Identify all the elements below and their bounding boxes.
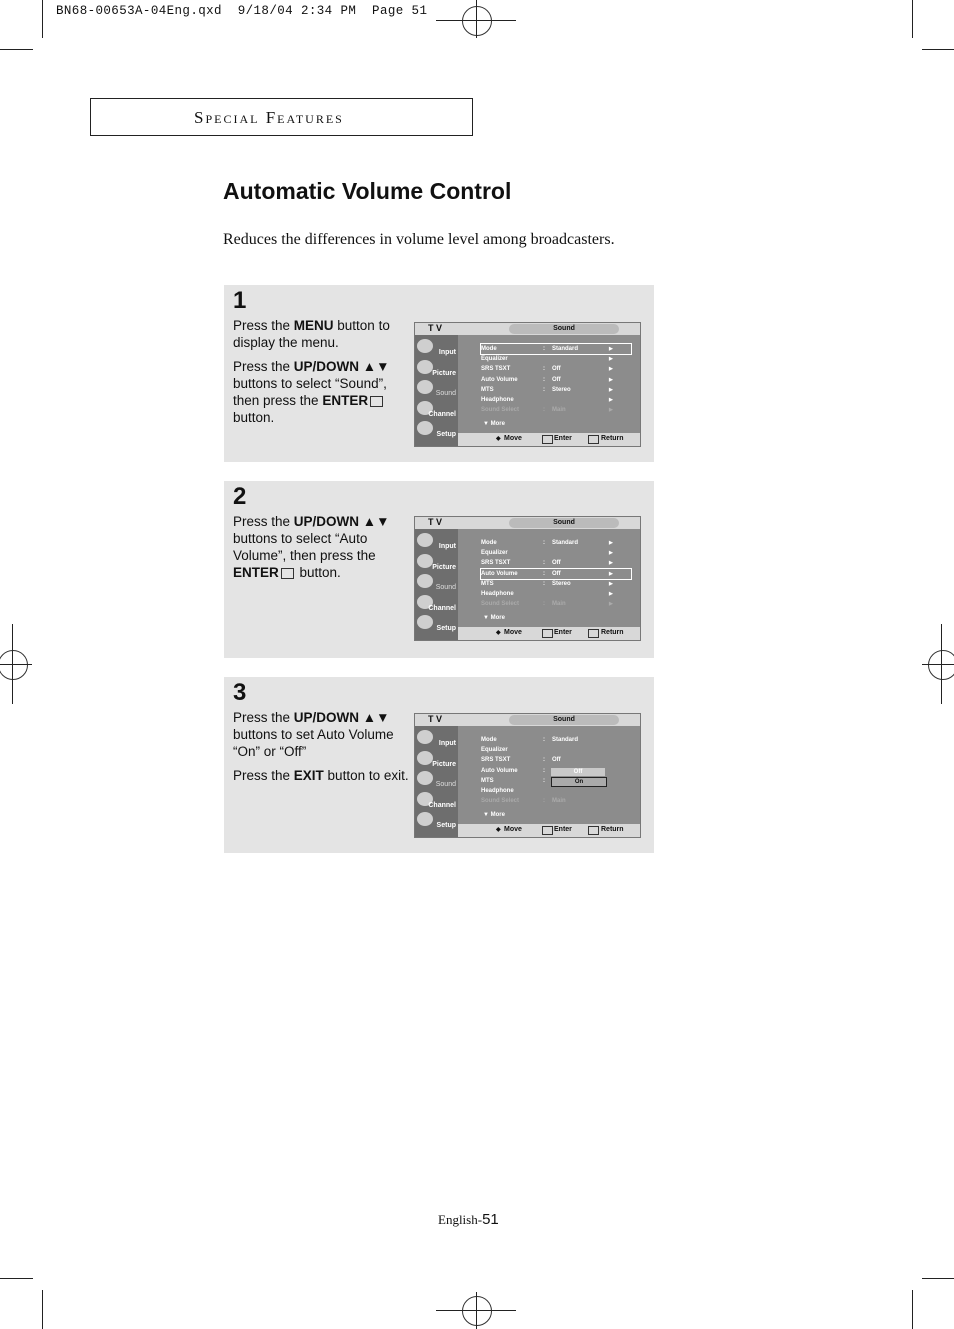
- osd-bottom-bar: [458, 627, 640, 640]
- osd-side-label: Picture: [432, 369, 456, 377]
- osd-category-icon: [417, 380, 433, 394]
- osd-side-item: [415, 749, 458, 769]
- osd-enter-label: Enter: [554, 629, 572, 636]
- osd-menu-row: SRS TSXT : Off: [481, 757, 561, 764]
- osd-menu-row: Equalizer: [481, 747, 508, 754]
- osd-tv-label: T V: [428, 323, 443, 333]
- osd-side-label: Channel: [428, 604, 456, 612]
- osd-category-icon: [417, 554, 433, 568]
- osd-category-icon: [417, 339, 433, 353]
- step-number: 1: [233, 287, 247, 314]
- osd-category-icon: [417, 615, 433, 629]
- osd-menu-row: SRS TSXT : Off ▶: [481, 560, 613, 567]
- crop-mark: [0, 1278, 33, 1279]
- osd-category-icon: [417, 812, 433, 826]
- step-number: 3: [233, 679, 247, 706]
- crop-mark: [476, 0, 477, 38]
- section-title: Special Features: [194, 108, 344, 127]
- section-header: [90, 98, 473, 136]
- updown-icon: ◆: [496, 827, 501, 833]
- osd-menu-row: Mode : Standard: [481, 737, 579, 743]
- osd-side-label: Channel: [428, 410, 456, 418]
- osd-side-item: [415, 572, 458, 592]
- arrow-right-icon: ▶: [609, 366, 613, 373]
- osd-return-label: Return: [601, 629, 624, 636]
- osd-tab-sound: Sound: [509, 518, 619, 528]
- osd-side-label: Input: [438, 740, 456, 747]
- arrow-right-icon: ▶: [609, 590, 613, 597]
- osd-tab-sound: Sound: [509, 324, 619, 334]
- osd-top-bar: [415, 517, 640, 529]
- osd-side-item: [415, 337, 458, 357]
- arrow-right-icon: ▶: [609, 396, 613, 403]
- intro-text: Reduces the differences in volume level among broadcasters.: [223, 231, 615, 248]
- osd-enter-label: Enter: [554, 826, 572, 833]
- arrow-right-icon: ▶: [609, 386, 613, 393]
- tv-menu-screenshot: [414, 713, 641, 838]
- enter-icon: [542, 826, 553, 835]
- osd-side-label: Channel: [428, 801, 456, 809]
- step-2-panel: [224, 481, 654, 658]
- footer-language: English-: [438, 1212, 483, 1227]
- osd-side-label: Input: [438, 349, 456, 356]
- osd-side-label: Picture: [432, 563, 456, 571]
- step-instructions: Press the UP/DOWN ▲▼ buttons to set Auto Volume “On” or “Off” Press the EXIT button to exit.: [233, 710, 409, 783]
- page-footer: [438, 1211, 499, 1228]
- step-3-panel: [224, 677, 654, 853]
- crop-mark: [912, 1290, 913, 1329]
- osd-move-label: Move: [504, 435, 522, 442]
- tv-menu-screenshot: [414, 516, 641, 641]
- step-instructions: Press the MENU button to display the menu. Press the UP/DOWN ▲▼ buttons to select “Sound”, then press the ENTER button.: [233, 318, 390, 425]
- arrow-right-icon: ▶: [609, 580, 613, 587]
- osd-menu-row: Mode : Standard ▶: [481, 540, 613, 546]
- osd-return-label: Return: [601, 826, 624, 833]
- osd-more: ▼ More: [483, 615, 505, 621]
- osd-tab-sound: Sound: [509, 715, 619, 725]
- osd-bottom-bar: [458, 824, 640, 837]
- registration-mark: [462, 6, 492, 36]
- return-icon: [588, 435, 599, 444]
- arrow-right-icon: ▶: [609, 540, 613, 546]
- crop-mark: [42, 0, 43, 38]
- osd-category-icon: [417, 574, 433, 588]
- osd-move-label: Move: [504, 629, 522, 636]
- arrow-right-icon: ▶: [609, 356, 613, 363]
- osd-side-label: Picture: [432, 760, 456, 768]
- osd-enter-label: Enter: [554, 435, 572, 442]
- return-icon: [588, 629, 599, 638]
- osd-more: ▼ More: [483, 812, 505, 818]
- osd-side-label: Input: [438, 543, 456, 550]
- osd-sidebar: [415, 529, 458, 640]
- osd-sidebar: [415, 726, 458, 837]
- osd-menu-row: Headphone ▶: [481, 590, 613, 597]
- step-1-panel: [224, 285, 654, 462]
- osd-side-item: [415, 552, 458, 572]
- enter-icon: [542, 629, 553, 638]
- osd-menu-row: Sound Select : Main ▶: [481, 601, 613, 608]
- arrow-right-icon: ▶: [609, 376, 613, 383]
- arrow-right-icon: ▶: [609, 601, 613, 608]
- osd-menu-row: Equalizer ▶: [481, 356, 613, 363]
- arrow-right-icon: ▶: [609, 560, 613, 567]
- arrow-right-icon: ▶: [609, 550, 613, 557]
- osd-move-label: Move: [504, 826, 522, 833]
- tv-menu-screenshot: [414, 322, 641, 447]
- osd-menu-row: Headphone ▶: [481, 396, 613, 403]
- osd-top-bar: [415, 323, 640, 335]
- enter-icon: [370, 396, 383, 407]
- updown-icon: ◆: [496, 630, 501, 636]
- page-number: 51: [482, 1211, 499, 1228]
- osd-tv-label: T V: [428, 517, 443, 527]
- osd-side-label: Setup: [436, 431, 456, 438]
- file-slug: BN68-00653A-04Eng.qxd 9/18/04 2:34 PM Page 51: [56, 4, 428, 18]
- arrow-right-icon: ▶: [609, 346, 613, 352]
- osd-sidebar: [415, 335, 458, 446]
- arrow-right-icon: ▶: [609, 407, 613, 414]
- osd-side-label: Sound: [435, 781, 456, 788]
- step-number: 2: [233, 483, 247, 510]
- crop-mark: [922, 1278, 954, 1279]
- crop-mark: [476, 1292, 477, 1329]
- crop-mark: [922, 49, 954, 50]
- crop-mark: [42, 1290, 43, 1329]
- osd-side-item: [415, 419, 458, 439]
- osd-side-item: [415, 399, 458, 419]
- return-icon: [588, 826, 599, 835]
- registration-mark: [462, 1296, 492, 1326]
- enter-icon: [542, 435, 553, 444]
- registration-mark: [0, 650, 28, 680]
- osd-menu-row: Auto Volume : Off ▶: [481, 569, 631, 579]
- osd-menu-row: SRS TSXT : Off ▶: [481, 366, 613, 373]
- crop-mark: [0, 49, 33, 50]
- crop-mark: [912, 0, 913, 38]
- osd-side-item: [415, 810, 458, 830]
- osd-category-icon: [417, 730, 433, 744]
- osd-option-on: On: [551, 777, 607, 787]
- osd-category-icon: [417, 421, 433, 435]
- osd-menu-row: Headphone: [481, 787, 514, 794]
- updown-icon: ◆: [496, 436, 501, 442]
- osd-side-item: [415, 531, 458, 551]
- enter-icon: [281, 568, 294, 579]
- arrow-right-icon: ▶: [609, 570, 613, 577]
- osd-bottom-bar: [458, 433, 640, 446]
- crop-mark: [0, 664, 32, 665]
- crop-mark: [922, 664, 954, 665]
- osd-category-icon: [417, 533, 433, 547]
- crop-mark: [941, 624, 942, 704]
- osd-menu-row: MTS :: [481, 777, 545, 784]
- osd-top-bar: [415, 714, 640, 726]
- osd-category-icon: [417, 771, 433, 785]
- osd-category-icon: [417, 360, 433, 374]
- osd-menu-rows: [481, 344, 631, 415]
- page-title: Automatic Volume Control: [223, 178, 512, 204]
- osd-side-label: Sound: [435, 390, 456, 397]
- osd-side-item: [415, 769, 458, 789]
- osd-side-item: [415, 613, 458, 633]
- osd-side-item: [415, 728, 458, 748]
- osd-menu-row: Equalizer ▶: [481, 550, 613, 557]
- osd-option-off: Off: [551, 768, 605, 776]
- step-instructions: Press the UP/DOWN ▲▼ buttons to select “Auto Volume”, then press the ENTER button.: [233, 514, 390, 580]
- osd-menu-row: MTS : Stereo ▶: [481, 580, 613, 587]
- osd-side-label: Setup: [436, 625, 456, 632]
- osd-more: ▼ More: [483, 421, 505, 427]
- osd-return-label: Return: [601, 435, 624, 442]
- osd-side-label: Sound: [435, 584, 456, 591]
- osd-menu-row: MTS : Stereo ▶: [481, 386, 613, 393]
- osd-side-label: Setup: [436, 822, 456, 829]
- osd-menu-row: Auto Volume : Off ▶: [481, 376, 613, 383]
- osd-menu-row: Mode : Standard ▶: [481, 344, 631, 354]
- osd-side-item: [415, 593, 458, 613]
- osd-menu-row: Sound Select : Main: [481, 798, 566, 805]
- osd-menu-row: Auto Volume :: [481, 767, 545, 774]
- osd-category-icon: [417, 751, 433, 765]
- crop-mark: [12, 624, 13, 704]
- osd-menu-row: Sound Select : Main ▶: [481, 407, 613, 414]
- osd-tv-label: T V: [428, 714, 443, 724]
- osd-menu-rows: [481, 538, 631, 609]
- osd-side-item: [415, 790, 458, 810]
- osd-side-item: [415, 378, 458, 398]
- osd-side-item: [415, 358, 458, 378]
